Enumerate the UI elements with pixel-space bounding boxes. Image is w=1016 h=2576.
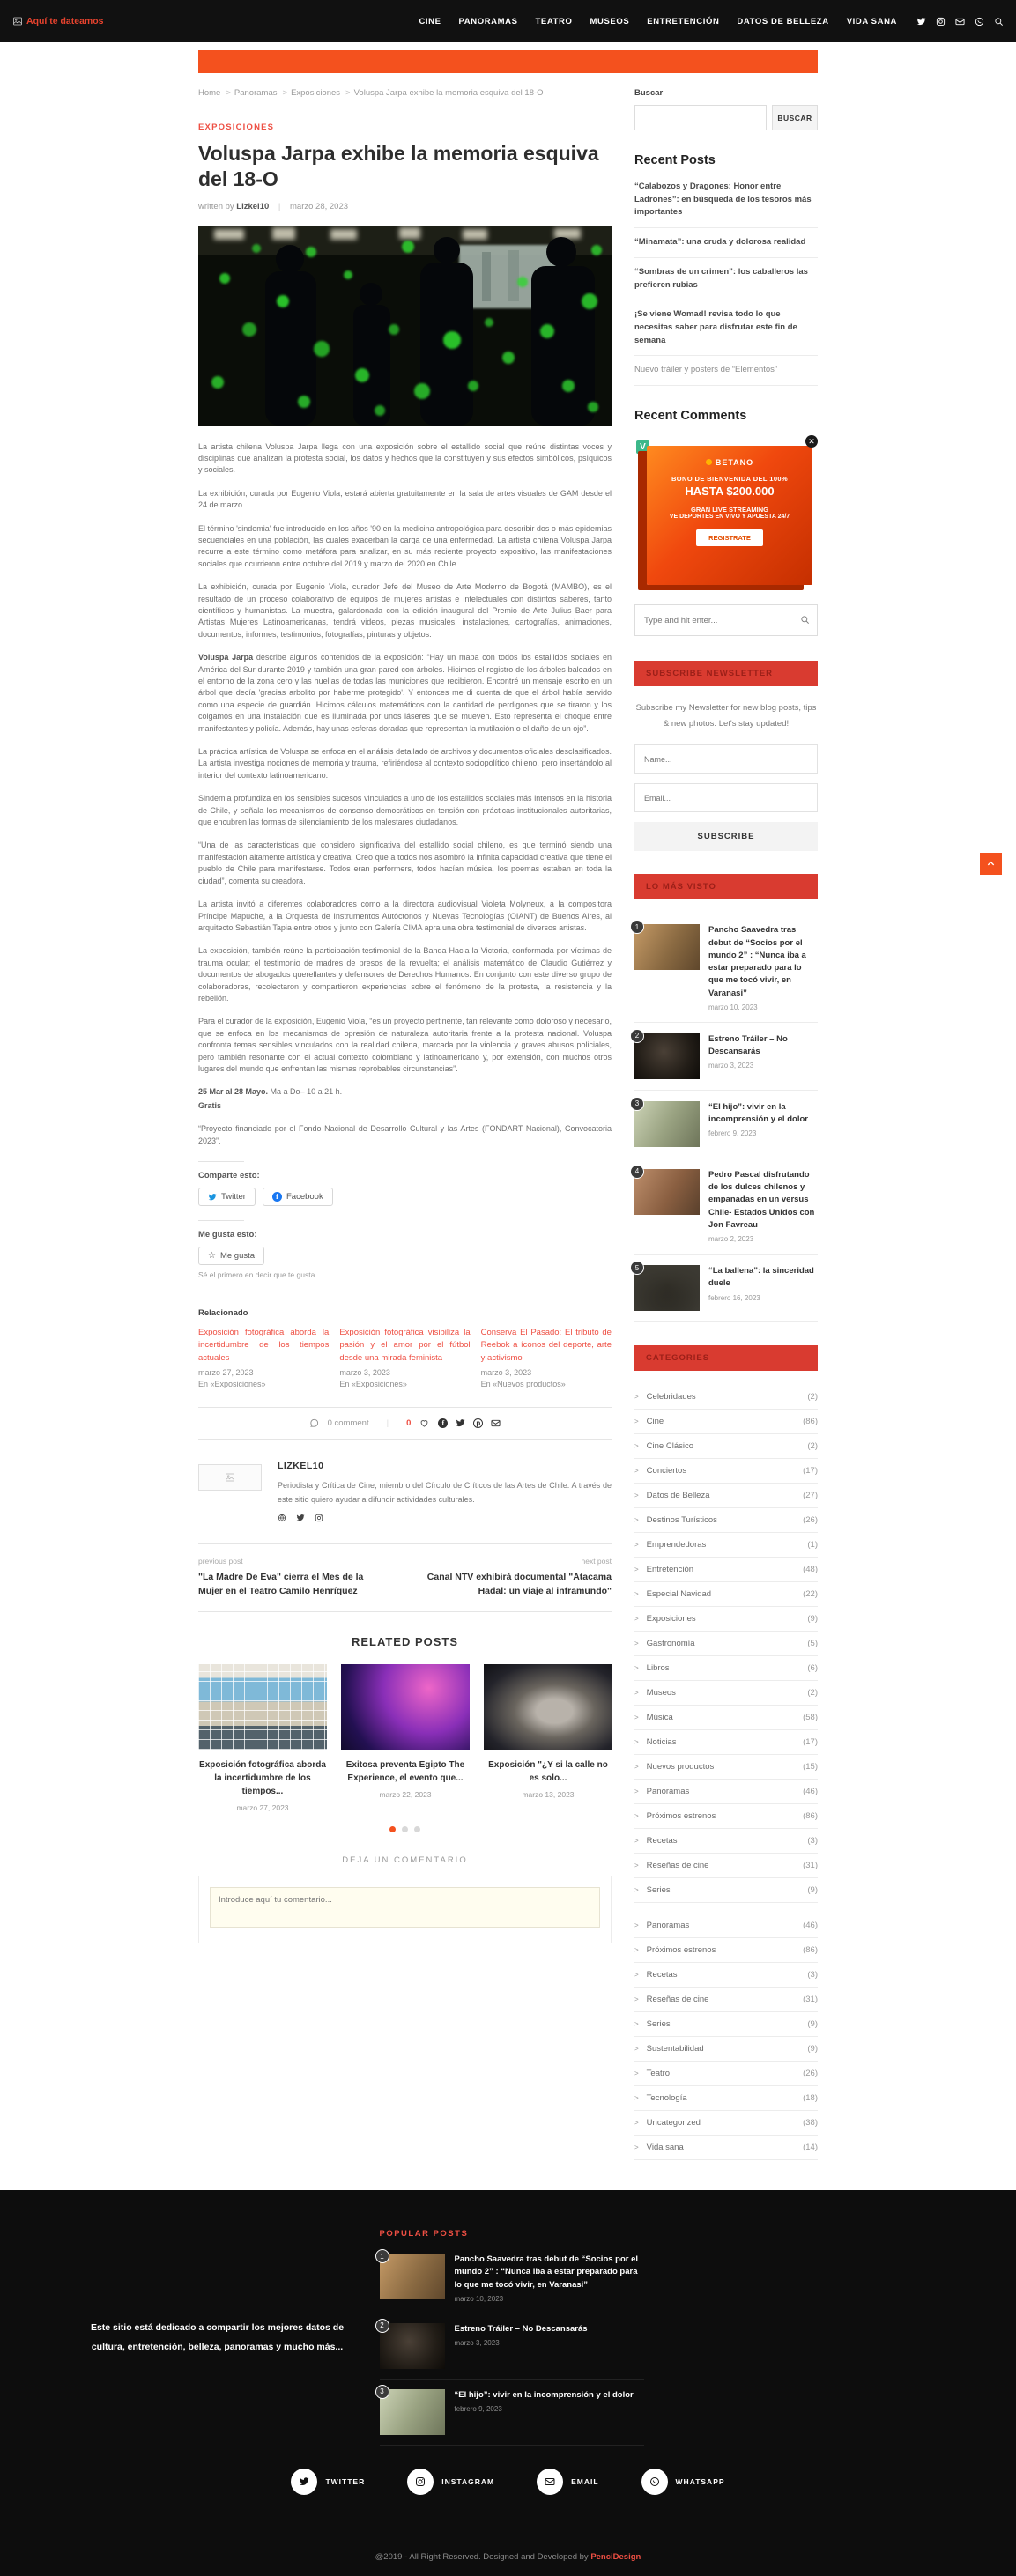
footer-popular-list <box>380 2244 644 2446</box>
related-inline-date: marzo 3, 2023 <box>480 1367 532 1377</box>
footer-popular-date: marzo 10, 2023 <box>454 2294 504 2303</box>
category-name: > Series <box>634 1885 671 1895</box>
comment-bubble-icon <box>309 1418 319 1428</box>
article-paragraph: Para el curador de la exposición, Eugenio Viola, “es un proyecto pertinente, tan relevante como doloroso y necesario, que se enfoca en los mecanismos de opresión de naturaleza autoritaria frente a la protesta nacional. Voluspa confronta temas sensibles vinculados con la realidad chilena, marcada por la violencia y graves abusos policiales, pero también resonante con el actual contexto colombiano y latinoamericano y, por extensión, con muchos otros lugares del mundo que enfrentan las mismas reprobables circunstancias”. <box>198 1017 612 1073</box>
rank-badge: 2 <box>375 2319 389 2333</box>
chevron-up-icon <box>986 859 996 869</box>
category-item[interactable] <box>634 2111 818 2136</box>
byline: written by Lizkel10 | marzo 28, 2023 <box>198 201 349 211</box>
article-paragraph: La práctica artística de Voluspa se enfoca en el análisis detallado de archivos y documentos oficiales desclasificados. La artista investiga nociones de memoria y trauma, refiriéndose al contexto sociopolítico chileno, pero insertándolo al interior del contexto latinoamericano. <box>198 747 612 780</box>
header-icons <box>916 17 1004 26</box>
footer-popular-date: marzo 3, 2023 <box>454 2339 500 2348</box>
category-count: (48) <box>803 1565 818 1575</box>
popular-post-title: Pedro Pascal disfrutando de los dulces chilenos y empanadas en un versus Chile- Estados Unidos con Jon Favreau <box>708 1169 815 1230</box>
top-bar <box>0 0 1016 42</box>
recent-post-item[interactable]: “Calabozos y Dragones: Honor entre Ladrones”: en búsqueda de los tesoros más importantes <box>634 173 818 228</box>
site-logo[interactable] <box>12 16 104 26</box>
category-count: (26) <box>803 2069 818 2079</box>
category-name: > Vida sana <box>634 2143 684 2152</box>
popular-post-thumbnail <box>634 1033 700 1079</box>
category-count: (2) <box>807 1392 818 1403</box>
ad-v-badge: V <box>636 440 649 454</box>
category-name: > Conciertos <box>634 1466 686 1476</box>
like-button[interactable]: ☆ Me gusta <box>198 1247 264 1265</box>
comment-input[interactable] <box>210 1887 600 1928</box>
featured-image <box>198 226 612 426</box>
rank-badge: 1 <box>630 920 644 934</box>
article-paragraph: Gratis <box>198 1100 222 1110</box>
email-icon[interactable] <box>491 1418 501 1428</box>
rank-badge: 3 <box>630 1097 644 1111</box>
category-label[interactable]: EXPOSICIONES <box>198 122 275 132</box>
footer-about: Este sitio está dedicado a compartir los mejores datos de cultura, entretención, belleza, panoramas y mucho más... <box>90 2321 345 2352</box>
facebook-icon: f <box>272 1192 282 1202</box>
category-name: > Panoramas <box>634 1921 689 1930</box>
instagram-icon[interactable] <box>936 17 946 26</box>
category-count: (9) <box>807 1614 818 1625</box>
author-social <box>278 1514 612 1522</box>
related-post-thumbnail <box>198 1664 327 1750</box>
category-item[interactable] <box>634 1913 818 1938</box>
category-count: (3) <box>807 1970 818 1980</box>
related-inline-item <box>481 1327 612 1391</box>
twitter-icon <box>208 1193 217 1202</box>
related-post-date: marzo 13, 2023 <box>522 1789 575 1799</box>
broken-image-icon <box>225 1472 235 1483</box>
category-name: > Entretención <box>634 1565 693 1574</box>
article-paragraph: Voluspa Jarpa describe algunos contenidos de la exposición: “Hay un mapa con todos los estallidos sociales en América del Sur durante 2019 y también una gran pared con árboles. Hicimos el registro de los árboles baleados en el entorno de la zona cero y las huellas de todas las municiones que recibieron. Encontré un mensaje escrito en un árbol que decía 'gracias arbolito por haberme protegido'. Y entonces me di cuenta de que el árbol había servido como una especie de guardián. Hicimos cálculos matemáticos con la cantidad de perdigones que se tiraron y los colgamos en una instalación que es iluminada por unos láseres que se mueven. Esto representa el choque entre manifestantes y policía. Además, hay unas esferas doradas que representan la mutilación o el daño de un ojo”. <box>198 653 612 733</box>
breadcrumb-item[interactable]: Panoramas > <box>234 88 287 98</box>
category-item[interactable] <box>634 1878 818 1903</box>
popular-post-thumbnail <box>634 1169 700 1215</box>
sidebar-search-button[interactable]: BUSCAR <box>772 105 818 130</box>
breadcrumb-item[interactable]: Voluspa Jarpa exhibe la memoria esquiva del 18-O <box>353 88 544 98</box>
search-icon[interactable] <box>800 615 810 625</box>
sidebar-ad <box>634 435 818 585</box>
related-inline-date: marzo 27, 2023 <box>198 1367 254 1377</box>
byline-prefix: written by <box>198 201 234 211</box>
category-item[interactable] <box>634 1963 818 1988</box>
footer-popular-thumbnail <box>380 2323 445 2369</box>
category-name: > Reseñas de cine <box>634 1861 708 1870</box>
subscribe-button[interactable]: SUBSCRIBE <box>634 822 818 851</box>
category-item[interactable] <box>634 1558 818 1582</box>
category-name: > Teatro <box>634 2069 670 2078</box>
category-count: (86) <box>803 1811 818 1822</box>
category-count: (6) <box>807 1663 818 1674</box>
category-item[interactable] <box>634 1780 818 1804</box>
footer-popular-item[interactable] <box>380 2380 644 2446</box>
category-item[interactable] <box>634 1533 818 1558</box>
previous-post[interactable]: previous post "La Madre De Eva" cierra el Mes de la Mujer en el Teatro Camilo Henríquez <box>198 1557 364 1596</box>
footer-email-link[interactable]: EMAIL <box>537 2469 598 2495</box>
rank-badge: 3 <box>375 2385 389 2399</box>
popular-post-date: febrero 9, 2023 <box>708 1129 757 1138</box>
category-item[interactable] <box>634 1434 818 1459</box>
category-count: (86) <box>803 1417 818 1427</box>
carousel-dot[interactable] <box>414 1826 420 1832</box>
footer-popular-item[interactable] <box>380 2313 644 2380</box>
footer-popular <box>380 2229 644 2446</box>
category-item[interactable] <box>634 1988 818 2012</box>
nav-item[interactable]: TEATRO <box>535 16 573 26</box>
category-item[interactable] <box>634 2012 818 2037</box>
popular-post-thumbnail <box>634 1265 700 1311</box>
newsletter-email-input[interactable] <box>634 783 818 812</box>
category-item[interactable] <box>634 1804 818 1829</box>
article-paragraph: “Una de las características que considero significativa del estallido social chileno, es que terminó siendo una manifestación altamente artística y creativa. Creo que a todos nos asombró la infinita capacidad creativa que tiene el pueblo de Chile para manifestarse. Todos eran performers, todos hacían música, los poemas estaban en toda la ciudad”, comenta su creadora. <box>198 840 612 885</box>
footer-twitter-link[interactable]: TWITTER <box>291 2469 365 2495</box>
category-name: > Cine Clásico <box>634 1441 693 1451</box>
comment-share-bar: 0 comment | 0 f p <box>198 1407 612 1440</box>
email-icon[interactable] <box>955 17 965 26</box>
category-item[interactable] <box>634 2037 818 2062</box>
like-label: Me gusta esto: <box>198 1230 257 1240</box>
popular-post-title: “El hijo”: vivir en la incomprensión y el dolor <box>708 1101 808 1125</box>
popular-post-date: marzo 10, 2023 <box>708 1003 758 1011</box>
recent-comments-heading: Recent Comments <box>634 409 747 424</box>
category-item[interactable] <box>634 1755 818 1780</box>
comment-form <box>198 1876 612 1943</box>
category-count: (46) <box>803 1787 818 1797</box>
comment-count[interactable]: 0 comment <box>327 1418 369 1428</box>
category-name: > Reseñas de cine <box>634 1995 708 2004</box>
related-inline-link[interactable]: Conserva El Pasado: El tributo de Reebok a íconos del deporte, arte y activismo <box>480 1328 612 1363</box>
star-icon: ☆ <box>208 1251 216 1261</box>
author-link[interactable]: Lizkel10 <box>236 201 270 211</box>
sidebar-search-2 <box>634 604 818 636</box>
like-count: 0 <box>406 1418 412 1428</box>
article-paragraph: “Proyecto financiado por el Fondo Nacional de Desarrollo Cultural y las Artes (FONDART Nacional), Convocatoria 2023”. <box>198 1124 612 1145</box>
category-count: (18) <box>803 2093 818 2104</box>
email-icon <box>537 2469 563 2495</box>
site-logo-text: Aquí te dateamos <box>26 16 104 26</box>
breadcrumb-item[interactable]: Exposiciones > <box>291 88 351 98</box>
top-banner-ad[interactable] <box>198 50 818 73</box>
popular-post-thumbnail <box>634 924 700 970</box>
related-inline-item <box>198 1327 329 1391</box>
popular-post-thumbnail <box>634 1101 700 1147</box>
category-name: > Especial Navidad <box>634 1589 711 1599</box>
avatar <box>198 1464 262 1491</box>
category-name: > Tecnología <box>634 2093 687 2103</box>
category-count: (86) <box>803 1945 818 1956</box>
article-paragraph: La artista chilena Voluspa Jarpa llega con una exposición sobre el estallido social que reúne distintas voces y disciplinas que analizan la protesta social, los datos y hechos que la constituyen y sus efectos simbólicos, psíquicos y sociales. <box>198 441 612 475</box>
twitter-icon[interactable] <box>916 17 926 26</box>
author-name[interactable]: LIZKEL10 <box>278 1460 324 1471</box>
related-post-card[interactable] <box>484 1664 612 1812</box>
category-count: (26) <box>803 1515 818 1526</box>
category-item[interactable] <box>634 1459 818 1484</box>
category-count: (2) <box>807 1441 818 1452</box>
share-label: Comparte esto: <box>198 1171 260 1181</box>
category-name: > Datos de Belleza <box>634 1491 710 1500</box>
category-item[interactable] <box>634 1385 818 1410</box>
recent-post-item[interactable]: “Minamata”: una cruda y dolorosa realidad <box>634 228 818 258</box>
category-item[interactable] <box>634 1854 818 1878</box>
sidebar-search-input[interactable] <box>634 105 767 130</box>
category-item[interactable] <box>634 1656 818 1681</box>
article-paragraph: La exposición, también reúne la participación testimonial de la Banda Hacia la Victoria, conformada por víctimas de trauma ocular; el testimonio de madres de presos de la revuelta; el análisis matemático de Claudio Gutiérrez y documentos de abogados querellantes y defensores de Derechos Humanos. En conjunto con este diverso grupo de colaboradores, recolectaron y compartieron experiencias sobre el fenómeno de la protesta, la resistencia y la rebelión. <box>198 946 612 1003</box>
nav-item[interactable]: DATOS DE BELLEZA <box>737 16 829 26</box>
popular-post-item[interactable] <box>634 914 818 1023</box>
category-name: > Noticias <box>634 1737 676 1747</box>
recent-posts-heading: Recent Posts <box>634 153 716 167</box>
footer-popular-heading: POPULAR POSTS <box>379 2229 469 2239</box>
share-buttons <box>198 1188 612 1206</box>
category-item[interactable] <box>634 1829 818 1854</box>
category-count: (3) <box>807 1836 818 1847</box>
category-item[interactable] <box>634 2136 818 2160</box>
whatsapp-icon <box>641 2469 668 2495</box>
category-count: (31) <box>803 1995 818 2005</box>
related-inline-context: En «Exposiciones» <box>198 1380 266 1389</box>
instagram-icon <box>407 2469 434 2495</box>
category-name: > Libros <box>634 1663 670 1673</box>
popular-post-item[interactable] <box>634 1158 818 1255</box>
nav-item[interactable]: VIDA SANA <box>846 16 897 26</box>
categories-heading: CATEGORIES <box>634 1345 818 1371</box>
related-post-date: marzo 27, 2023 <box>236 1802 289 1812</box>
popular-post-title: Pancho Saavedra tras debut de “Socios por el mundo 2” : “Nunca iba a estar preparado para lo que me tocó vivir, en Varanasi” <box>708 925 806 998</box>
related-post-title: Exposición fotográfica aborda la incertidumbre de los tiempos... <box>199 1759 326 1796</box>
nav-item[interactable]: PANORAMAS <box>458 16 518 26</box>
author-box <box>198 1440 612 1544</box>
heart-icon[interactable] <box>419 1418 429 1428</box>
related-inline-label: Relacionado <box>198 1308 248 1318</box>
article-paragraph: 25 Mar al 28 Mayo. Ma a Do– 10 a 21 h. <box>198 1087 343 1097</box>
related-inline-link[interactable]: Exposición fotográfica visibiliza la pasión y el amor por el fútbol desde una mirada feminista <box>339 1328 471 1363</box>
rank-badge: 1 <box>375 2249 389 2263</box>
category-count: (17) <box>803 1466 818 1477</box>
sidebar <box>634 85 818 2160</box>
popular-post-title: Estreno Tráiler – No Descansarás <box>708 1033 788 1057</box>
sidebar-search-label: Buscar <box>634 88 664 98</box>
article-paragraph: La artista invitó a diferentes colaboradores como a la directora audiovisual Violeta Molyneux, a la compositora Príncipe Mapuche, a la Orquesta de Instrumentos Autóctonos y Nuevas Tecnologías (OIANT) de Buenos Aires, al arquitecto Sebastián Tapia entre otros y junto con Galería CIMA apra una obra testimonial de diversos artistas. <box>198 899 612 932</box>
ad-brand-dot-icon <box>706 459 712 465</box>
pencidesign-link[interactable]: PenciDesign <box>590 2552 641 2563</box>
footer-social <box>0 2469 1016 2495</box>
article-column <box>198 85 612 1943</box>
footer-popular-thumbnail <box>380 2254 445 2299</box>
nav-item[interactable]: CINE <box>419 16 441 26</box>
footer-popular-item[interactable] <box>380 2244 644 2313</box>
nav-item[interactable]: MUSEOS <box>590 16 630 26</box>
related-post-title: Exposición "¿Y si la calle no es solo... <box>488 1759 608 1783</box>
article-paragraph: La exhibición, curada por Eugenio Viola, curador Jefe del Museo de Arte Moderno de Bogotá (MAMBO), es el resultado de un proceso colaborativo de equipos de mujeres artistas e intelectuales con distintos saberes, tanto científicos y humanistas. La muestra, galardonada con la edición inaugural del Premio de Arte Julius Baer para Artistas Mujeres Latinoamericanas, tendrá videos, piezas musicales, instalaciones, cartografías, animaciones, documentos, informes, testimonios, fotografías, pinturas y objetos. <box>198 582 612 639</box>
newsletter-heading: SUBSCRIBE NEWSLETTER <box>634 661 818 686</box>
copyright: @2019 - All Right Reserved. Designed and Developed by PenciDesign <box>375 2552 641 2563</box>
category-item[interactable] <box>634 2062 818 2086</box>
content-layout <box>198 85 818 2160</box>
ad-brand: BETANO <box>656 458 804 467</box>
related-posts-heading: RELATED POSTS <box>351 1634 459 1648</box>
category-count: (38) <box>803 2118 818 2128</box>
footer-popular-thumbnail <box>380 2389 445 2435</box>
related-inline <box>198 1327 612 1391</box>
rank-badge: 4 <box>630 1165 644 1179</box>
close-icon[interactable]: ✕ <box>805 435 818 448</box>
newsletter-name-input[interactable] <box>634 744 818 774</box>
footer-popular-date: febrero 9, 2023 <box>454 2405 502 2414</box>
category-count: (17) <box>803 1737 818 1748</box>
popular-post-date: marzo 3, 2023 <box>708 1062 754 1070</box>
broken-image-icon <box>12 16 23 26</box>
category-count: (58) <box>803 1713 818 1723</box>
category-name: > Museos <box>634 1688 676 1698</box>
related-post-card[interactable] <box>341 1664 470 1812</box>
article-paragraph: La exhibición, curada por Eugenio Viola, estará abierta gratuitamente en la sala de artes visuales de GAM desde el 24 de marzo. <box>198 488 612 510</box>
popular-post-item[interactable] <box>634 1255 818 1322</box>
post-date: marzo 28, 2023 <box>290 201 349 211</box>
category-count: (31) <box>803 1861 818 1871</box>
share-facebook-button[interactable]: f Facebook <box>263 1188 333 1206</box>
category-name: > Uncategorized <box>634 2118 701 2128</box>
footer-popular-title: Estreno Tráiler – No Descansarás <box>454 2323 588 2334</box>
category-name: > Destinos Turísticos <box>634 1515 717 1525</box>
carousel-dot[interactable] <box>402 1826 408 1832</box>
category-count: (9) <box>807 2019 818 2030</box>
category-count: (9) <box>807 2044 818 2054</box>
related-inline-date: marzo 3, 2023 <box>339 1367 390 1377</box>
category-count: (2) <box>807 1688 818 1699</box>
related-post-title: Exitosa preventa Egipto The Experience, el evento que... <box>345 1759 465 1783</box>
twitter-icon[interactable] <box>456 1418 465 1428</box>
newsletter-text: Subscribe my Newsletter for new blog posts, tips & new photos. Let's stay updated! <box>635 703 817 729</box>
ad-banner[interactable]: BETANO BONO DE BIENVENIDA DEL 100% HASTA $200.000 GRAN LIVE STREAMING VE DEPORTES EN VIVO Y APUESTA 24/7 REGISTRATE <box>647 446 812 585</box>
nav-item[interactable]: ENTRETENCIÓN <box>647 16 720 26</box>
category-item[interactable] <box>634 1681 818 1706</box>
globe-icon[interactable] <box>278 1514 286 1522</box>
category-item[interactable] <box>634 1730 818 1755</box>
instagram-icon[interactable] <box>315 1514 323 1522</box>
comment-form-heading: DEJA UN COMENTARIO <box>342 1854 468 1865</box>
author-bio: Periodista y Crítica de Cine, miembro del Círculo de Críticos de las Artes de Chile. A través de este sitio quiero ayudar a difundir actividades culturales. <box>278 1480 612 1504</box>
category-item[interactable] <box>634 1607 818 1632</box>
popular-post-item[interactable] <box>634 1023 818 1091</box>
share-icons <box>438 1418 501 1428</box>
main-nav <box>419 17 897 26</box>
sidebar-search <box>634 105 818 130</box>
next-post[interactable]: next post Canal NTV exhibirá documental "Atacama Hadal: un viaje al inframundo" <box>426 1557 612 1596</box>
related-posts <box>198 1664 612 1812</box>
twitter-icon <box>291 2469 317 2495</box>
category-name: > Exposiciones <box>634 1614 696 1624</box>
category-name: > Música <box>634 1713 673 1722</box>
recent-post-item[interactable]: Nuevo tráiler y posters de “Elementos” <box>634 356 818 386</box>
category-name: > Cine <box>634 1417 664 1426</box>
categories-list <box>634 1385 818 2160</box>
rank-badge: 2 <box>630 1029 644 1043</box>
footer <box>0 2190 1016 2576</box>
related-post-date: marzo 22, 2023 <box>379 1789 432 1799</box>
category-item[interactable] <box>634 1938 818 1963</box>
category-item[interactable] <box>634 2086 818 2111</box>
category-name: > Nuevos productos <box>634 1762 714 1772</box>
popular-posts-heading: LO MÁS VISTO <box>634 874 818 899</box>
category-item[interactable] <box>634 1484 818 1508</box>
recent-post-item[interactable]: ¡Se viene Womad! revisa todo lo que necesitas saber para disfrutar este fin de semana <box>634 300 818 356</box>
back-to-top-button[interactable] <box>980 853 1002 875</box>
footer-popular-title: “El hijo”: vivir en la incomprensión y el dolor <box>454 2389 634 2400</box>
twitter-icon[interactable] <box>296 1514 305 1522</box>
category-name: > Sustentabilidad <box>634 2044 704 2054</box>
like-hint: Sé el primero en decir que te gusta. <box>198 1270 317 1279</box>
whatsapp-icon[interactable] <box>975 17 984 26</box>
category-count: (27) <box>803 1491 818 1501</box>
page-title: Voluspa Jarpa exhibe la memoria esquiva del 18-O <box>198 142 599 190</box>
carousel-dot[interactable] <box>389 1826 396 1832</box>
category-count: (1) <box>807 1540 818 1551</box>
category-count: (22) <box>803 1589 818 1600</box>
popular-post-item[interactable] <box>634 1091 818 1158</box>
popular-post-title: “La ballena”: la sinceridad duele <box>708 1266 814 1289</box>
category-name: > Series <box>634 2019 671 2029</box>
category-name: > Recetas <box>634 1836 678 1846</box>
category-name: > Próximos estrenos <box>634 1811 716 1821</box>
share-twitter-button[interactable]: Twitter <box>198 1188 256 1206</box>
category-name: > Próximos estrenos <box>634 1945 716 1955</box>
related-post-thumbnail <box>341 1664 470 1750</box>
category-count: (9) <box>807 1885 818 1896</box>
category-count: (14) <box>803 2143 818 2153</box>
category-item[interactable] <box>634 1508 818 1533</box>
related-inline-link[interactable]: Exposición fotográfica aborda la incertidumbre de los tiempos actuales <box>198 1328 330 1363</box>
category-name: > Panoramas <box>634 1787 689 1796</box>
rank-badge: 5 <box>630 1261 644 1275</box>
footer-instagram-link[interactable]: INSTAGRAM <box>407 2469 494 2495</box>
category-name: > Celebridades <box>634 1392 696 1402</box>
pinterest-icon[interactable]: p <box>473 1418 483 1428</box>
category-name: > Recetas <box>634 1970 678 1980</box>
popular-post-date: marzo 2, 2023 <box>708 1235 754 1244</box>
article-paragraph: Sindemia profundiza en los sensibles sucesos vinculados a uno de los estallidos sociales más intensos en la historia de Chile, y señala los mecanismos de consenso democráticos en tensión con prácticas institucionales autoritarias, que encubren las formas de silenciamiento de los malestares ciudadanos. <box>198 794 612 827</box>
recent-posts-list <box>634 173 818 386</box>
ad-register-button[interactable]: REGISTRATE <box>696 529 763 546</box>
category-item[interactable] <box>634 1632 818 1656</box>
post-navigation <box>198 1544 612 1612</box>
category-item[interactable] <box>634 1706 818 1730</box>
category-count: (46) <box>803 1921 818 1931</box>
related-post-thumbnail <box>484 1664 612 1750</box>
recent-post-item[interactable]: “Sombras de un crimen”: los caballeros las prefieren rubias <box>634 258 818 300</box>
breadcrumb <box>198 88 612 98</box>
popular-posts-list <box>634 914 818 1322</box>
category-count: (5) <box>807 1639 818 1649</box>
category-name: > Emprendedoras <box>634 1540 706 1550</box>
footer-whatsapp-link[interactable]: WHATSAPP <box>641 2469 725 2495</box>
article-paragraph: El término 'sindemia' fue introducido en los años '90 en la medicina antropológica para describir dos o más epidemias secuenciales en una población, las cuales exacerban la carga de una enfermedad. La artista chilena Voluspa Jarpa recurre a este término como metáfora para analizar, en su más reciente proyecto expositivo, las manifestaciones sociales que ocurrieron entre octubre del 2019 y marzo del 2020 en Chile. <box>198 523 612 568</box>
breadcrumb-item[interactable]: Home > <box>198 88 231 98</box>
category-name: > Gastronomía <box>634 1639 695 1648</box>
popular-post-date: febrero 16, 2023 <box>708 1293 760 1302</box>
facebook-icon[interactable]: f <box>438 1418 448 1428</box>
type-and-hit-enter-input[interactable] <box>634 604 818 636</box>
footer-popular-title: Pancho Saavedra tras debut de “Socios por el mundo 2” : “Nunca iba a estar preparado para lo que me tocó vivir, en Varanasi” <box>454 2254 639 2290</box>
search-icon[interactable] <box>994 17 1004 26</box>
related-inline-context: En «Exposiciones» <box>339 1380 407 1389</box>
category-item[interactable] <box>634 1582 818 1607</box>
category-item[interactable] <box>634 1410 818 1434</box>
related-post-card[interactable] <box>198 1664 327 1812</box>
category-count: (15) <box>803 1762 818 1773</box>
related-inline-context: En «Nuevos productos» <box>480 1380 566 1389</box>
carousel-dots <box>198 1826 612 1832</box>
article-body <box>198 441 612 1148</box>
related-inline-item <box>339 1327 470 1391</box>
